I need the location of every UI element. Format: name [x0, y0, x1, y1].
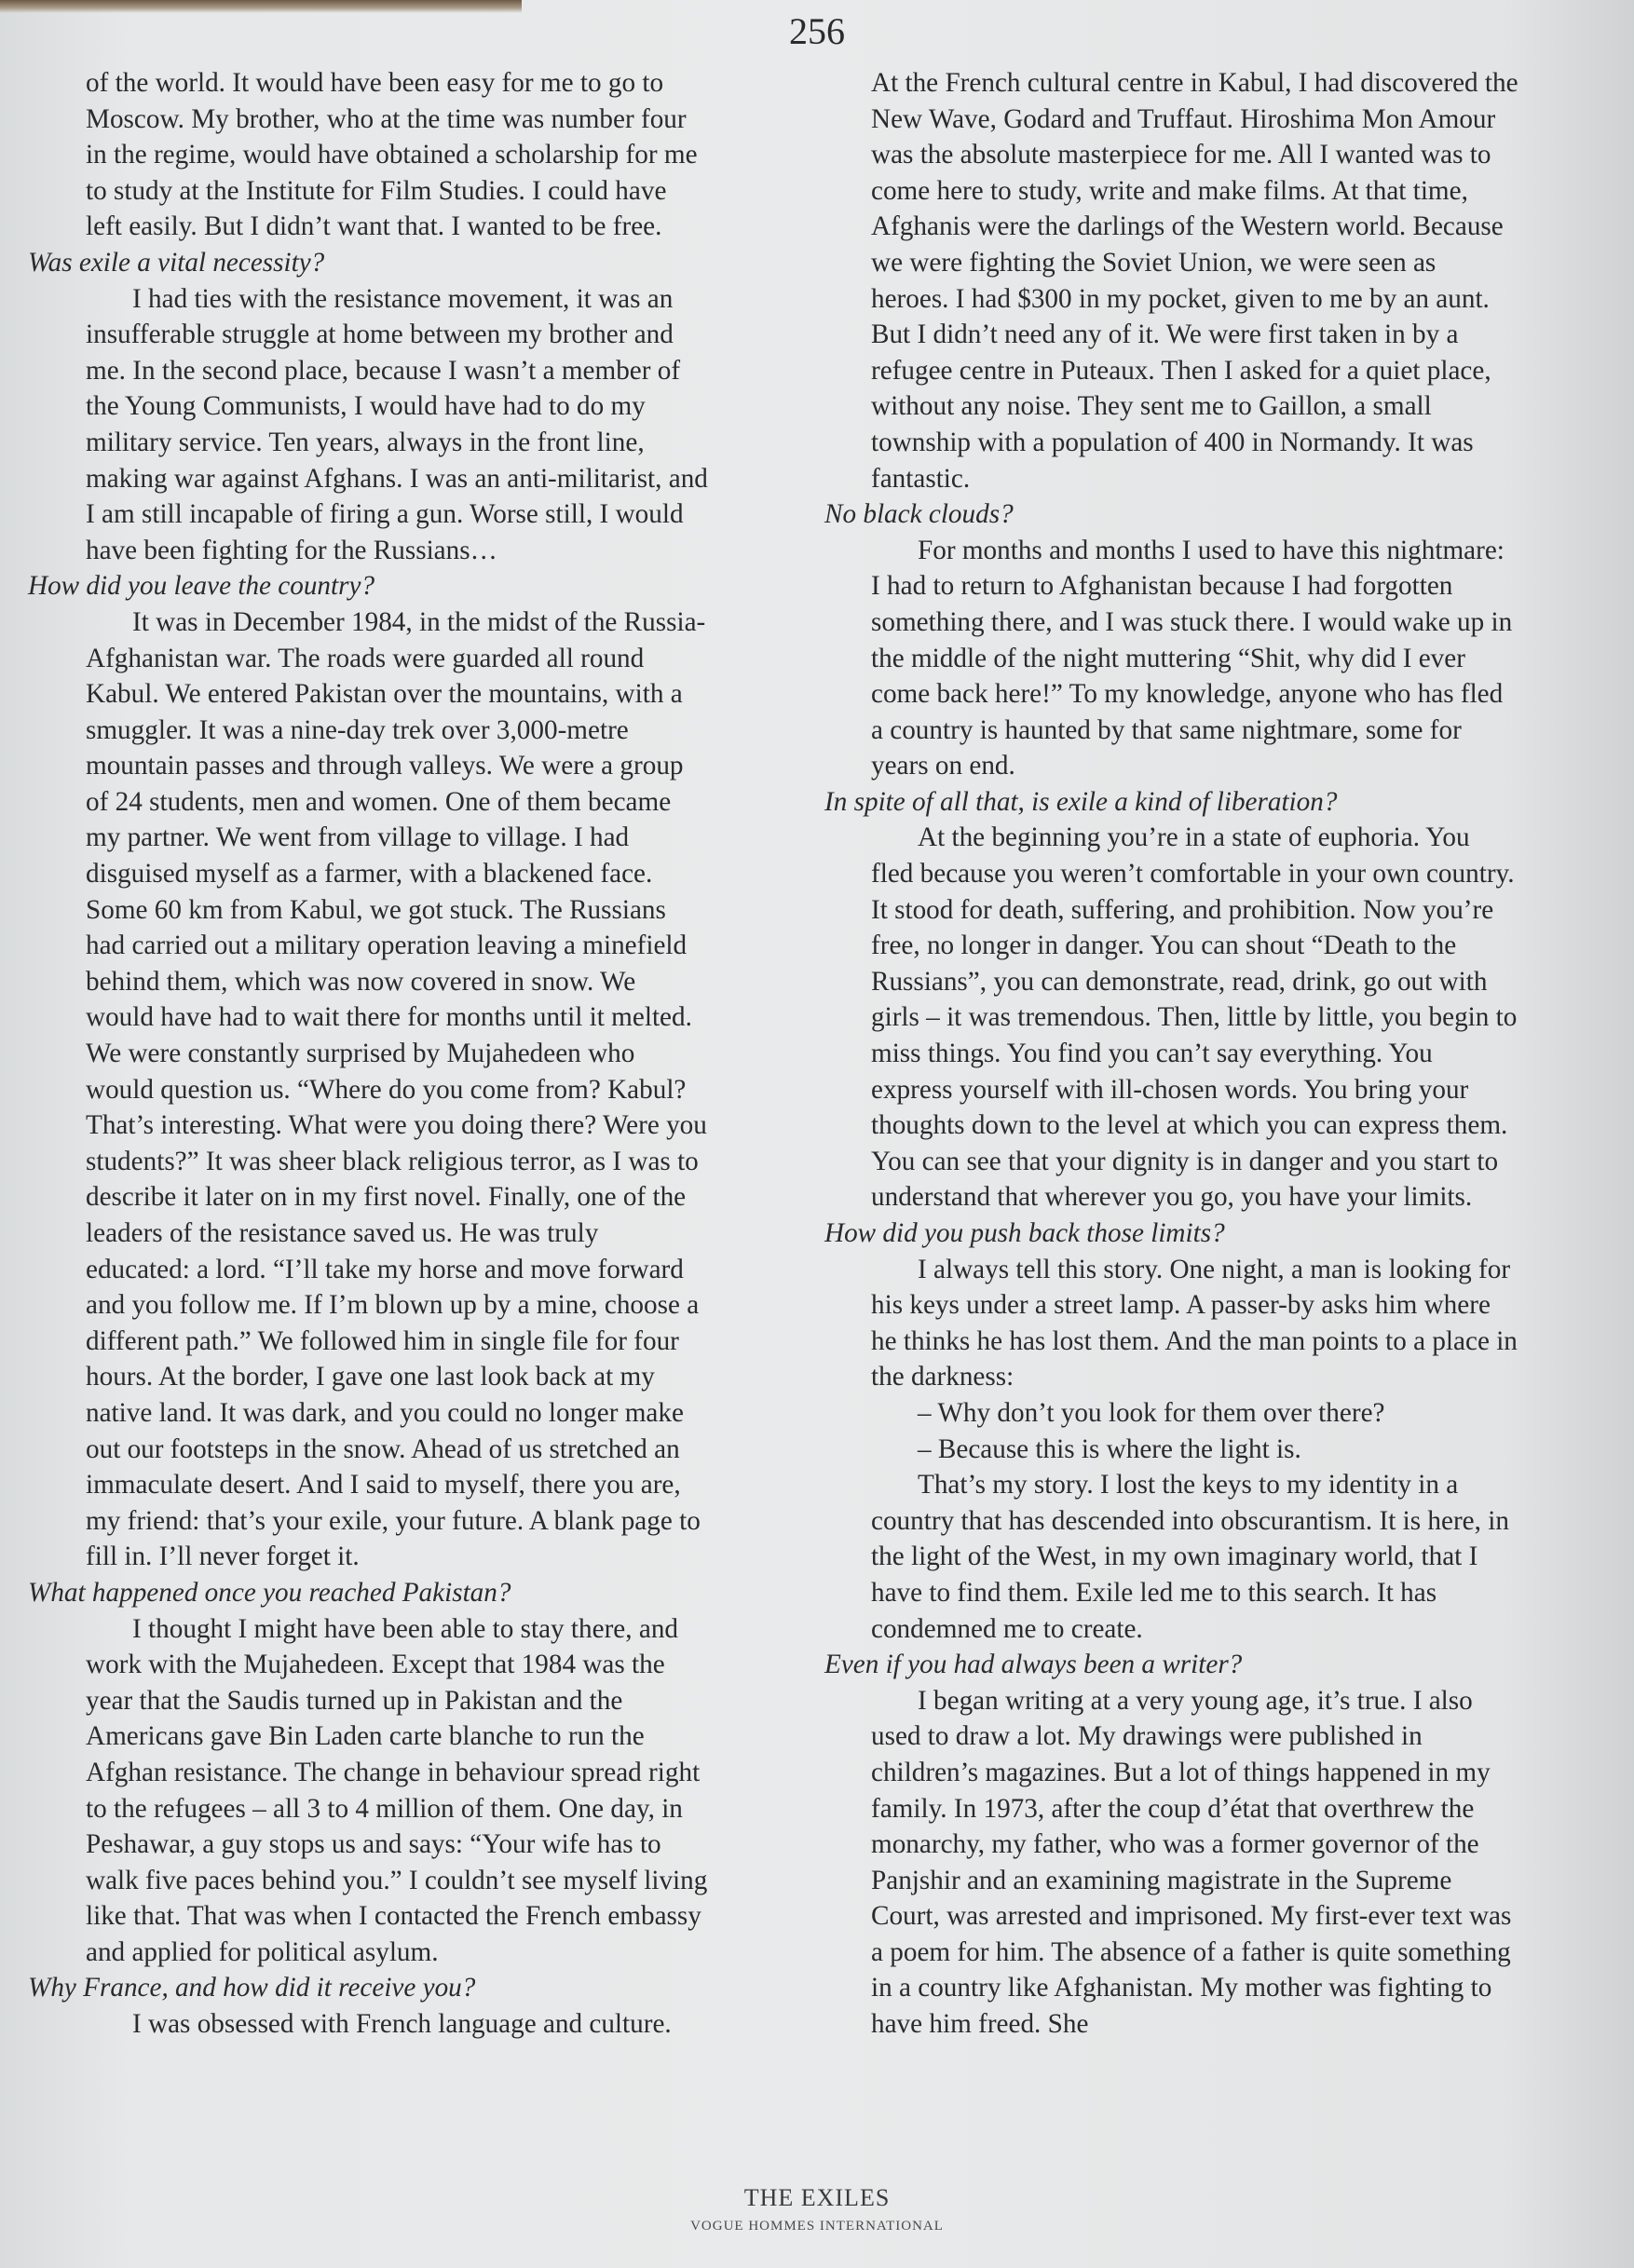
page-number: 256: [789, 10, 845, 52]
paragraph: of the world. It would have been easy for me to go to Moscow. My brother, who at the time was number four in the regime, would have obtained a scholarship for me to study at the Institute for Film Studies. I could have left easily. But I didn’t want that. I wanted to be free.: [86, 68, 698, 242]
interview-answer: For months and months I used to have this nightmare: I had to return to Afghanistan because I had forgotten something there, and I was stuck there. I would wake up in the middle of the night muttering “Shit, why did I ever come back here!” To my knowledge, anyone who has fled a country is haunted by that same nightmare, some for years on end.: [871, 535, 1513, 781]
interview-answer: I began writing at a very young age, it’s true. I also used to draw a lot. My drawings were published in children’s magazines. But a lot of things happened in my family. In 1973, after the coup d’état that overthrew the monarchy, my father, who was a former governor of the Panjshir and an examining magistrate in the Supreme Court, was arrested and imprisoned. My first-ever text was a poem for him. The absence of a father is quite something in a country like Afghanistan. My mother was fighting to have him freed. She: [871, 1685, 1512, 2040]
right-column: [824, 65, 1518, 2043]
interview-question: Why France, and how did it receive you?: [28, 1973, 476, 2003]
interview-answer: I always tell this story. One night, a man is looking for his keys under a street lamp. A passer-by asks him where he thinks he has lost them. And the man points to a place in the darkness:: [871, 1254, 1518, 1392]
interview-answer: It was in December 1984, in the midst of the Russia-Afghanistan war. The roads were guarded all round Kabul. We entered Pakistan over the mountains, with a smuggler. It was a nine-day trek over 3,000-metre mountain passes and through valleys. We were a group of 24 students, men and women. One of them became my partner. We went from village to village. I had disguised myself as a farmer, with a blackened face. Some 60 km from Kabul, we got stuck. The Russians had carried out a military operation leaving a minefield behind them, which was now covered in snow. We would have had to wait there for months until it melted. We were constantly surprised by Mujahedeen who would question us. “Where do you come from? Kabul? That’s interesting. What were you doing there? Were you students?” It was sheer black religious terror, as I was to describe it later on in my first novel. Finally, one of the leaders of the resistance saved us. He was truly educated: a lord. “I’ll take my horse and move forward and you follow me. If I’m blown up by a mine, choose a different path.” We followed him in single file for four hours. At the border, I gave one last look back at my native land. It was dark, and you could no longer make out our footsteps in the snow. Ahead of us stretched an immaculate desert. And I said to myself, there you are, my friend: that’s your exile, your future. A blank page to fill in. I’ll never forget it.: [86, 606, 707, 1572]
interview-answer: I had ties with the resistance movement, it was an insufferable struggle at home between my brother and me. In the second place, because I wasn’t a member of the Young Communists, I would have had to do my military service. Ten years, always in the front line, making war against Afghans. I was an anti-militarist, and I am still incapable of firing a gun. Worse still, I would have been fighting for the Russians…: [86, 283, 708, 565]
interview-answer: I thought I might have been able to stay there, and work with the Mujahedeen. Except that 1984 was the year that the Saudis turned up in Pakistan and the Americans gave Bin Laden carte blanche to run the Afghan resistance. The change in behaviour spread right to the refugees – all 3 to 4 million of them. One day, in Peshawar, a guy stops us and says: “Your wife has to walk five paces behind you.” I couldn’t see myself living like that. That was when I contacted the French embassy and applied for political asylum.: [86, 1613, 708, 1967]
interview-question: What happened once you reached Pakistan?: [28, 1577, 511, 1608]
interview-question: How did you push back those limits?: [824, 1218, 1225, 1248]
interview-answer: That’s my story. I lost the keys to my identity in a country that has descended into obscurantism. It is here, in the light of the West, in my own imaginary world, that I have to find them. Exile led me to this search. It has condemned me to create.: [871, 1470, 1509, 1644]
dialogue-line: – Why don’t you look for them over there?: [918, 1397, 1385, 1428]
dialogue-line: – Because this is where the light is.: [918, 1433, 1301, 1464]
interview-question: Was exile a vital necessity?: [28, 247, 325, 278]
interview-answer: At the beginning you’re in a state of euphoria. You fled because you weren’t comfortable in your own country. It stood for death, suffering, and prohibition. Now you’re free, no longer in danger. You can shout “Death to the Russians”, you can demonstrate, read, drink, go out with girls – it was tremendous. Then, little by little, you begin to miss things. You find you can’t say everything. You express yourself with ill-chosen words. You bring your thoughts down to the level at which you can express them. You can see that your dignity is in danger and you start to understand that wherever you go, you have your limits.: [871, 822, 1518, 1213]
interview-question: Even if you had always been a writer?: [824, 1650, 1243, 1680]
interview-question: How did you leave the country?: [28, 571, 375, 602]
interview-question: No black clouds?: [824, 499, 1014, 530]
left-column: [28, 65, 708, 2043]
footer-title: THE EXILES: [743, 2184, 891, 2211]
footer-subtitle: VOGUE HOMMES INTERNATIONAL: [690, 2219, 944, 2234]
paragraph: At the French cultural centre in Kabul, I had discovered the New Wave, Godard and Truffaut. Hiroshima Mon Amour was the absolute masterpiece for me. All I wanted was to come here to study, write and make films. At that time, Afghanis were the darlings of the Western world. Because we were fighting the Soviet Union, we were seen as heroes. I had $300 in my pocket, given to me by an aunt. But I didn’t need any of it. We were first taken in by a refugee centre in Puteaux. Then I asked for a quiet place, without any noise. They sent me to Gaillon, a small township with a population of 400 in Normandy. It was fantastic.: [871, 68, 1518, 494]
interview-answer: I was obsessed with French language and culture.: [132, 2009, 672, 2040]
interview-question: In spite of all that, is exile a kind of liberation?: [824, 786, 1338, 817]
